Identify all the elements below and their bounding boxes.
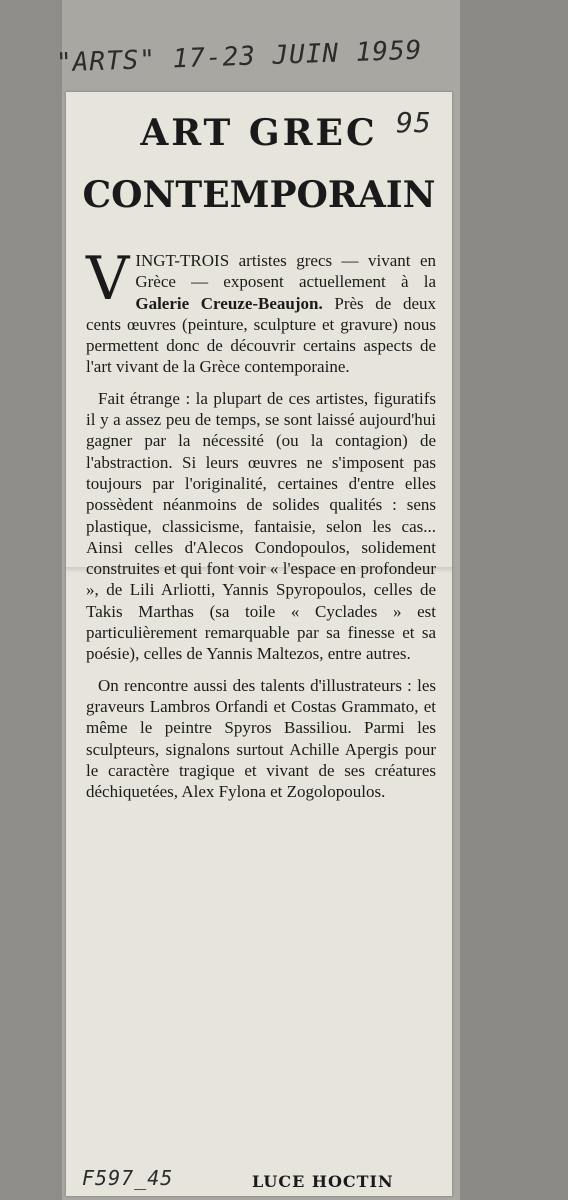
article-body [86, 244, 436, 812]
drop-cap: V [86, 244, 130, 314]
gallery-name: Galerie Creuze-Beaujon. [135, 293, 323, 313]
headline-line-1: ART GREC [140, 112, 378, 154]
handwritten-page-number: 95 [396, 106, 432, 139]
scan-margin-right [460, 0, 568, 1200]
scan-margin-left [0, 0, 62, 1200]
author-signature: LUCE HOCTIN [252, 1172, 394, 1191]
paragraph-1-text-a: artistes grecs — vivant en Grèce — exposent actuellement à la [135, 251, 436, 292]
paragraph-1-text-b: Près de deux cents œuvres (peinture, sculpture et gravure) nous permettent donc de découvrir certains aspects de l'art vivant de la Grèce contemporaine. [86, 293, 436, 377]
handwritten-archive-reference: F597_45 [82, 1166, 174, 1190]
headline-line-2: CONTEMPORAIN [82, 174, 436, 216]
lead-caps: INGT-TROIS [135, 251, 230, 270]
paragraph-3: On rencontre aussi des talents d'illustrateurs : les graveurs Lambros Orfandi et Costas Grammato, et même le peintre Spyros Bassiliou. Parmi les sculpteurs, signalons surtout Achille Apergis pour le caractère tragique et vivant de ses créatures déchiquetées, Alex Fylona et Zogolopoulos. [86, 675, 436, 802]
handwritten-source-date: "ARTS" 17-23 JUIN 1959 [55, 35, 423, 79]
paragraph-2: Fait étrange : la plupart de ces artistes, figuratifs il y a assez peu de temps, se sont laissé aujourd'hui gagner par la nécessité (ou la contagion) de l'abstraction. Si leurs œuvres ne s'imposent pas toujours par l'originalité, certaines d'entre elles possèdent néanmoins de solides qualités : sens plastique, classicisme, fantaisie, selon les cas... Ainsi celles d'Alecos Condopoulos, solidement construites et qui font voir « l'espace en profondeur », de Lili Arliotti, Yannis Spyropoulos, celles de Takis Marthas (sa toile « Cyclades » est particulièrement remarquable par sa finesse et sa poésie), celles de Yannis Maltezos, entre autres. [86, 388, 436, 664]
paragraph-1 [86, 244, 436, 378]
